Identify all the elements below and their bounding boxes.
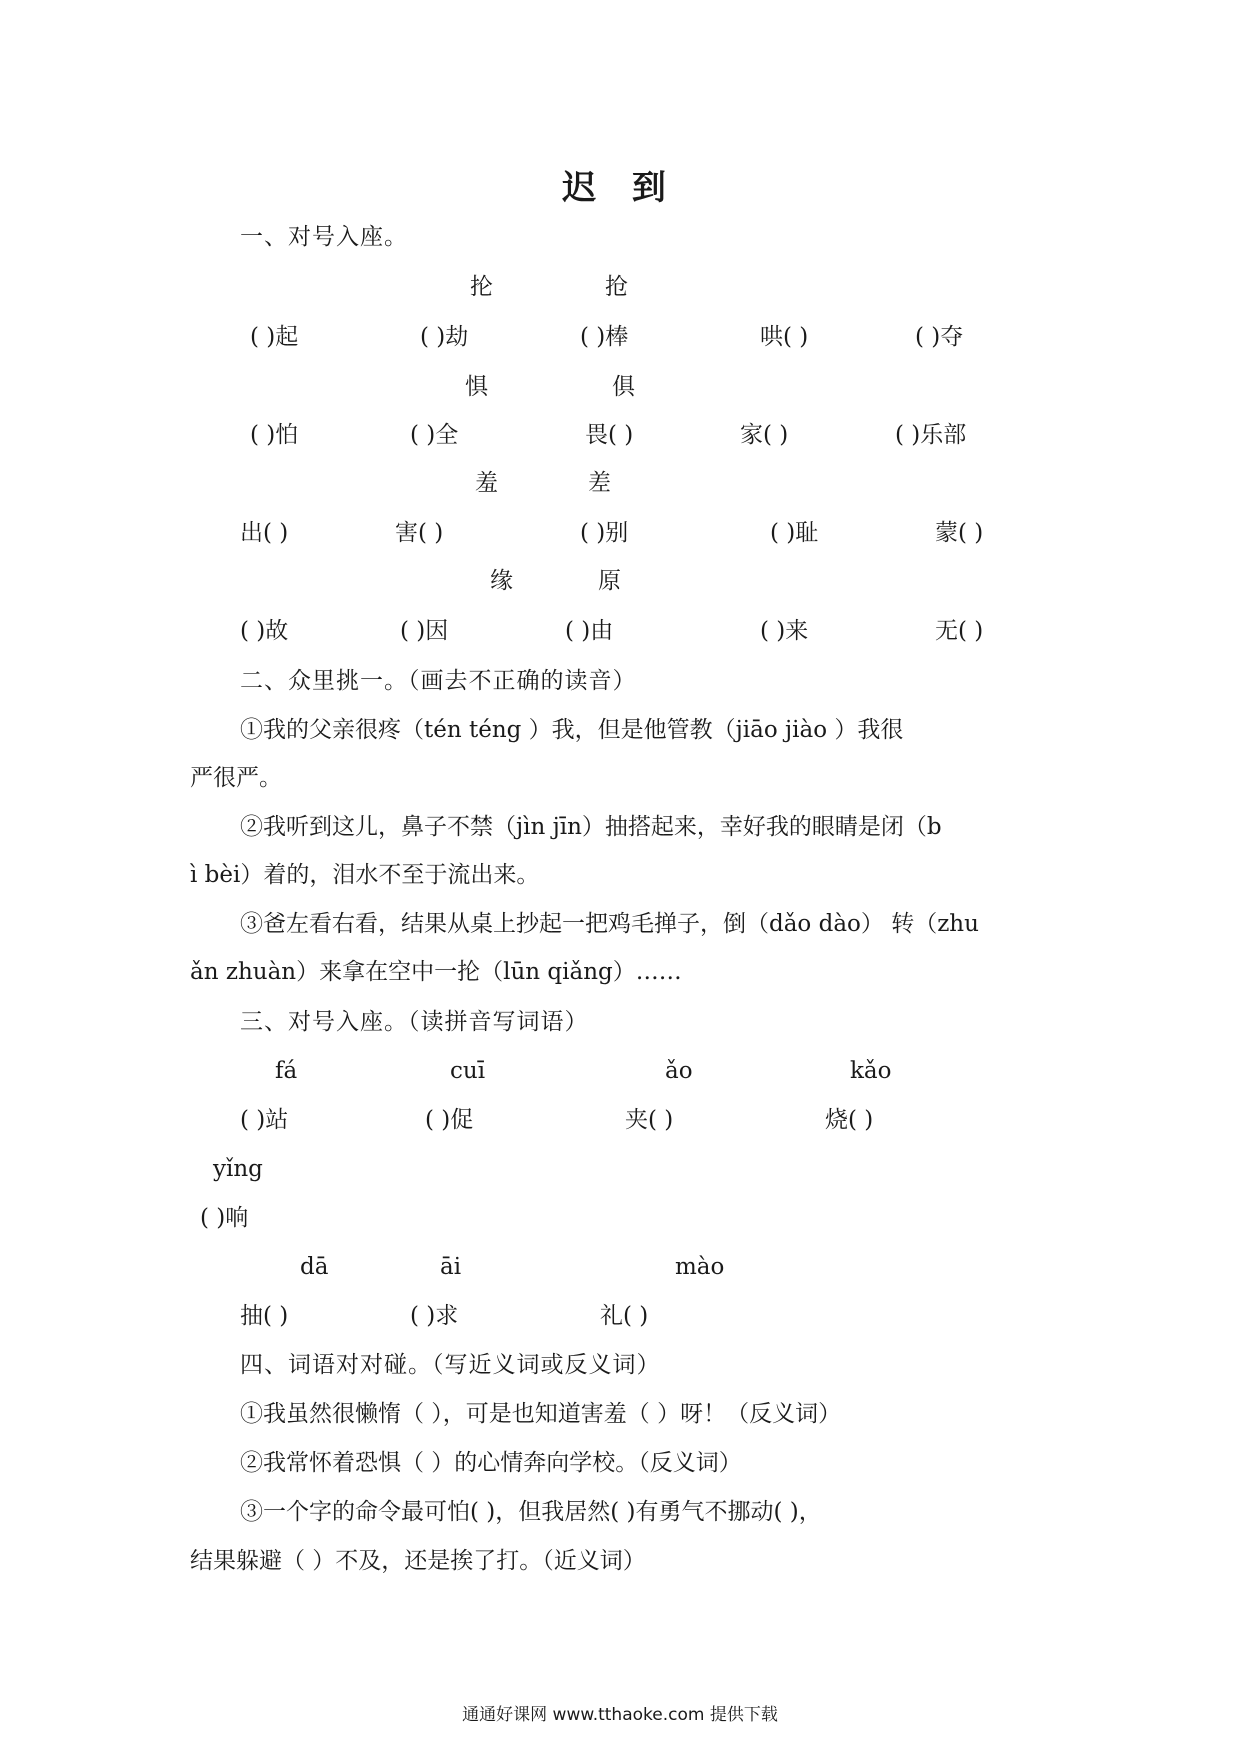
pinyin: kǎo [850,1058,892,1084]
question-text: ③爸左看右看，结果从桌上抄起一把鸡毛掸子，倒（dǎo dào） 转（zhu [240,911,979,937]
fill-blank: ( )起 [250,324,299,350]
fill-blank: ( )求 [410,1303,459,1329]
fill-blank: ( )劫 [420,324,469,350]
fill-blank: 礼( ) [600,1303,649,1329]
char-option: 缘 [490,568,513,594]
fill-blank: ( )怕 [250,422,299,448]
char-option: 抡 [470,274,493,300]
fill-blank: ( )促 [425,1107,474,1133]
question-text: ì bèi）着的，泪水不至于流出来。 [190,862,540,888]
fill-blank: ( )棒 [580,324,629,350]
fill-blank: 烧( ) [825,1107,874,1133]
pinyin: dā [300,1254,329,1280]
pinyin: ǎo [665,1058,693,1084]
fill-blank: 蒙( ) [935,520,984,546]
pinyin: āi [440,1254,462,1280]
pinyin: cuī [450,1058,486,1084]
char-option: 俱 [612,374,635,400]
fill-blank: ( )站 [240,1107,289,1133]
section-1-heading: 一、对号入座。 [240,224,408,250]
fill-blank: ( )因 [400,618,449,644]
fill-blank: ( )乐部 [895,422,967,448]
fill-blank: ( )耻 [770,520,819,546]
fill-blank: ( )来 [760,618,809,644]
question-text: ①我的父亲很疼（tén téng ）我，但是他管教（jiāo jiào ）我很 [240,717,904,743]
footer-source: 通通好课网 www.tthaoke.com 提供下载 [462,1705,778,1725]
question-text: ①我虽然很懒惰（ ），可是也知道害羞（ ）呀！（反义词） [240,1401,842,1427]
fill-blank: 害( ) [395,520,444,546]
question-text: 结果躲避（ ）不及，还是挨了打。（近义词） [190,1548,646,1574]
question-text: 严很严。 [190,765,282,791]
char-option: 羞 [475,470,498,496]
page-title: 迟 到 [562,168,678,208]
fill-blank: ( )响 [200,1205,249,1231]
pinyin: fá [275,1058,298,1084]
fill-blank: 家( ) [740,422,789,448]
fill-blank: 抽( ) [240,1303,289,1329]
char-option: 抢 [605,274,628,300]
fill-blank: 出( ) [240,520,289,546]
pinyin: yǐng [213,1156,263,1182]
fill-blank: ( )夺 [915,324,964,350]
question-text: ǎn zhuàn）来拿在空中一抡（lūn qiǎng）…… [190,959,682,985]
char-option: 惧 [465,374,488,400]
fill-blank: 夹( ) [625,1107,674,1133]
fill-blank: ( )别 [580,520,629,546]
section-3-heading: 三、对号入座。（读拼音写词语） [240,1009,589,1035]
fill-blank: 畏( ) [585,422,634,448]
question-text: ③一个字的命令最可怕( )，但我居然( )有勇气不挪动( )， [240,1499,822,1525]
section-2-heading: 二、众里挑一。（画去不正确的读音） [240,668,637,694]
fill-blank: ( )由 [565,618,614,644]
char-option: 原 [598,568,621,594]
section-4-heading: 四、词语对对碰。（写近义词或反义词） [240,1352,661,1378]
fill-blank: ( )全 [410,422,459,448]
pinyin: mào [675,1254,725,1280]
fill-blank: ( )故 [240,618,289,644]
question-text: ②我常怀着恐惧（ ）的心情奔向学校。（反义词） [240,1450,742,1476]
fill-blank: 哄( ) [760,324,809,350]
fill-blank: 无( ) [935,618,984,644]
char-option: 差 [588,470,611,496]
question-text: ②我听到这儿，鼻子不禁（jìn jīn）抽搭起来，幸好我的眼睛是闭（b [240,814,942,840]
